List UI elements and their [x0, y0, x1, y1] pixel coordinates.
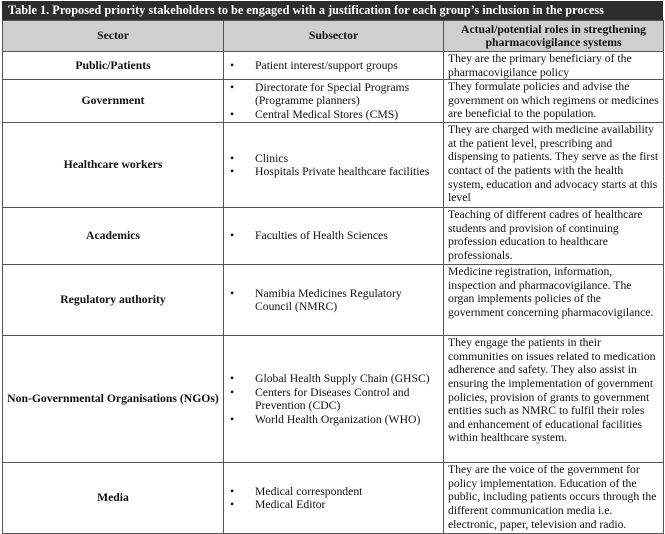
- list-item: • Clinics: [255, 152, 439, 166]
- subsector-list: [224, 81, 439, 122]
- subsector-cell: [224, 80, 444, 123]
- table-row: [3, 336, 664, 463]
- subsector-list: [224, 229, 439, 243]
- roles-cell: They are the voice of the government for policy implementation. Education of the public, including patients occurs through the different communication media i.e. electronic, paper, television and radio.: [444, 463, 664, 534]
- list-item: • World Health Organization (WHO): [255, 413, 439, 427]
- subsector-cell: [224, 463, 444, 534]
- sector-cell: Healthcare workers: [3, 123, 224, 208]
- list-item: • Namibia Medicines Regulatory Council (NMRC): [255, 287, 439, 314]
- subsector-list: [224, 59, 439, 73]
- table-row: [3, 52, 664, 80]
- table-row: [3, 80, 664, 123]
- header-row: [3, 21, 664, 52]
- subsector-cell: [224, 123, 444, 208]
- roles-cell: They are the primary beneficiary of the pharmacovigilance policy: [444, 52, 664, 80]
- stakeholder-table: [2, 20, 664, 534]
- roles-cell: Medicine registration, information, inspection and pharmacovigilance. The organ implements policies of the government concerning pharmacovigilance.: [444, 265, 664, 336]
- list-item: • Centers for Diseases Control and Prevention (CDC): [255, 386, 439, 413]
- list-item: • Medical correspondent: [255, 485, 439, 499]
- subsector-list: [224, 485, 439, 512]
- subsector-cell: [224, 265, 444, 336]
- sector-cell: Government: [3, 80, 224, 123]
- subsector-list: [224, 152, 439, 179]
- subsector-cell: [224, 208, 444, 265]
- sector-cell: Public/Patients: [3, 52, 224, 80]
- subsector-list: [224, 372, 439, 426]
- list-item: • Medical Editor: [255, 498, 439, 512]
- sector-cell: Media: [3, 463, 224, 534]
- list-item: • Global Health Supply Chain (GHSC): [255, 372, 439, 386]
- list-item: • Central Medical Stores (CMS): [255, 108, 439, 122]
- subsector-cell: [224, 336, 444, 463]
- table-row: [3, 265, 664, 336]
- list-item: • Directorate for Special Programs (Programme planners): [255, 81, 439, 108]
- sector-cell: Academics: [3, 208, 224, 265]
- roles-cell: Teaching of different cadres of healthcare students and provision of continuing profession education to healthcare professionals.: [444, 208, 664, 265]
- list-item: • Faculties of Health Sciences: [255, 229, 439, 243]
- stakeholder-table-figure: [2, 1, 663, 534]
- roles-cell: They formulate policies and advise the government on which regimens or medicines are beneficial to the population.: [444, 80, 664, 123]
- subsector-list: [224, 287, 439, 314]
- roles-cell: They engage the patients in their communities on issues related to medication adherence and safety. They also assist in ensuring the implementation of government policies, provision of grants to government entities such as NMRC to fulfil their roles and enhancement of educational facilities within healthcare system.: [444, 336, 664, 463]
- list-item: • Patient interest/support groups: [255, 59, 439, 73]
- roles-cell: They are charged with medicine availability at the patient level, prescribing and dispensing to patients. They serve as the first contact of the patients with the health system, education and advocacy starts at this level: [444, 123, 664, 208]
- subsector-cell: [224, 52, 444, 80]
- header-roles: Actual/potential roles in stregthening pharmacovigilance systems: [444, 21, 664, 52]
- sector-cell: Regulatory authority: [3, 265, 224, 336]
- list-item: • Hospitals Private healthcare facilities: [255, 165, 439, 179]
- table-title: Table 1. Proposed priority stakeholders to be engaged with a justification for each group’s inclusion in the process: [2, 1, 663, 20]
- header-sector: Sector: [3, 21, 224, 52]
- header-subsector: Subsector: [224, 21, 444, 52]
- table-row: [3, 463, 664, 534]
- table-row: [3, 123, 664, 208]
- table-row: [3, 208, 664, 265]
- sector-cell: Non-Governmental Organisations (NGOs): [3, 336, 224, 463]
